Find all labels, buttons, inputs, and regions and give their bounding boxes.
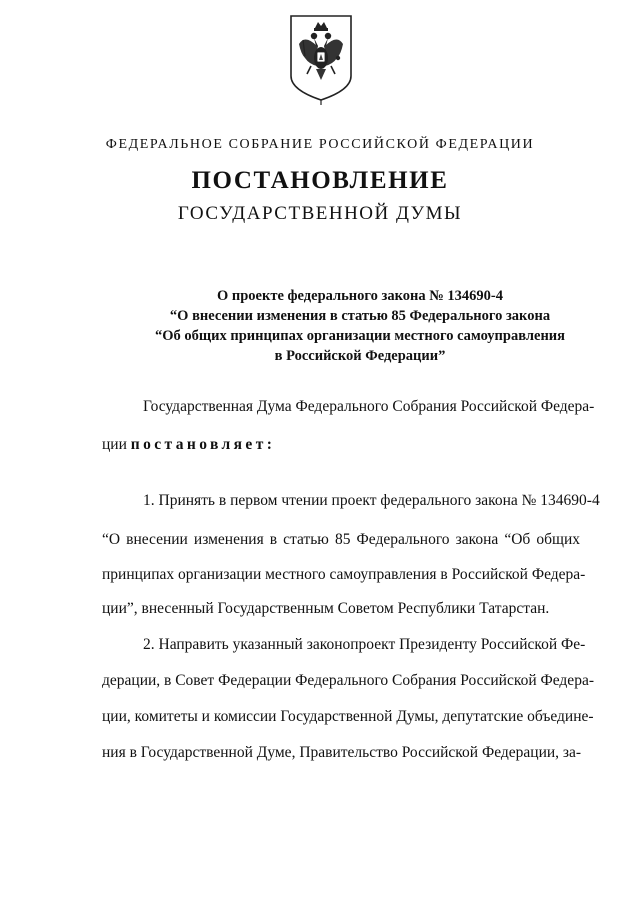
item1-line: “О внесении изменения в статью 85 Федерального закона “Об общих (102, 531, 580, 548)
item1-line: принципах организации местного самоуправления в Российской Федера- (102, 566, 586, 583)
item2-line: ции, комитеты и комиссии Государственной Думы, депутатские объедине- (102, 708, 594, 725)
subject-line: в Российской Федерации” (274, 348, 446, 364)
subject-line: “Об общих принципах организации местного самоуправления (155, 328, 565, 344)
subject-line: О проекте федерального закона № 134690-4 (216, 288, 504, 304)
preamble-line (102, 436, 580, 454)
preamble-prefix: ции (102, 436, 127, 453)
item1-line: ции”, внесенный Государственным Советом Республики Татарстан. (102, 600, 550, 617)
document-title: ПОСТАНОВЛЕНИЕ (191, 167, 449, 194)
subject-line: “О внесении изменения в статью 85 Федерального закона (169, 308, 551, 324)
item1-line: 1. Принять в первом чтении проект федерального закона № 134690-4 (143, 492, 600, 509)
russian-coat-of-arms-icon (287, 14, 355, 106)
item2-line: 2. Направить указанный законопроект Президенту Российской Фе- (143, 636, 586, 653)
organization-name: ФЕДЕРАЛЬНОЕ СОБРАНИЕ РОССИЙСКОЙ ФЕДЕРАЦИИ (105, 137, 535, 152)
document-subtitle: ГОСУДАРСТВЕННОЙ ДУМЫ (177, 203, 463, 224)
resolves-word: постановляет: (130, 436, 276, 453)
preamble-line: Государственная Дума Федерального Собрания Российской Федера- (143, 398, 595, 415)
item2-line: дерации, в Совет Федерации Федерального Собрания Российской Федера- (102, 672, 594, 689)
resolution-subject (150, 286, 570, 366)
item2-line: ния в Государственной Думе, Правительство Российской Федерации, за- (102, 744, 582, 761)
